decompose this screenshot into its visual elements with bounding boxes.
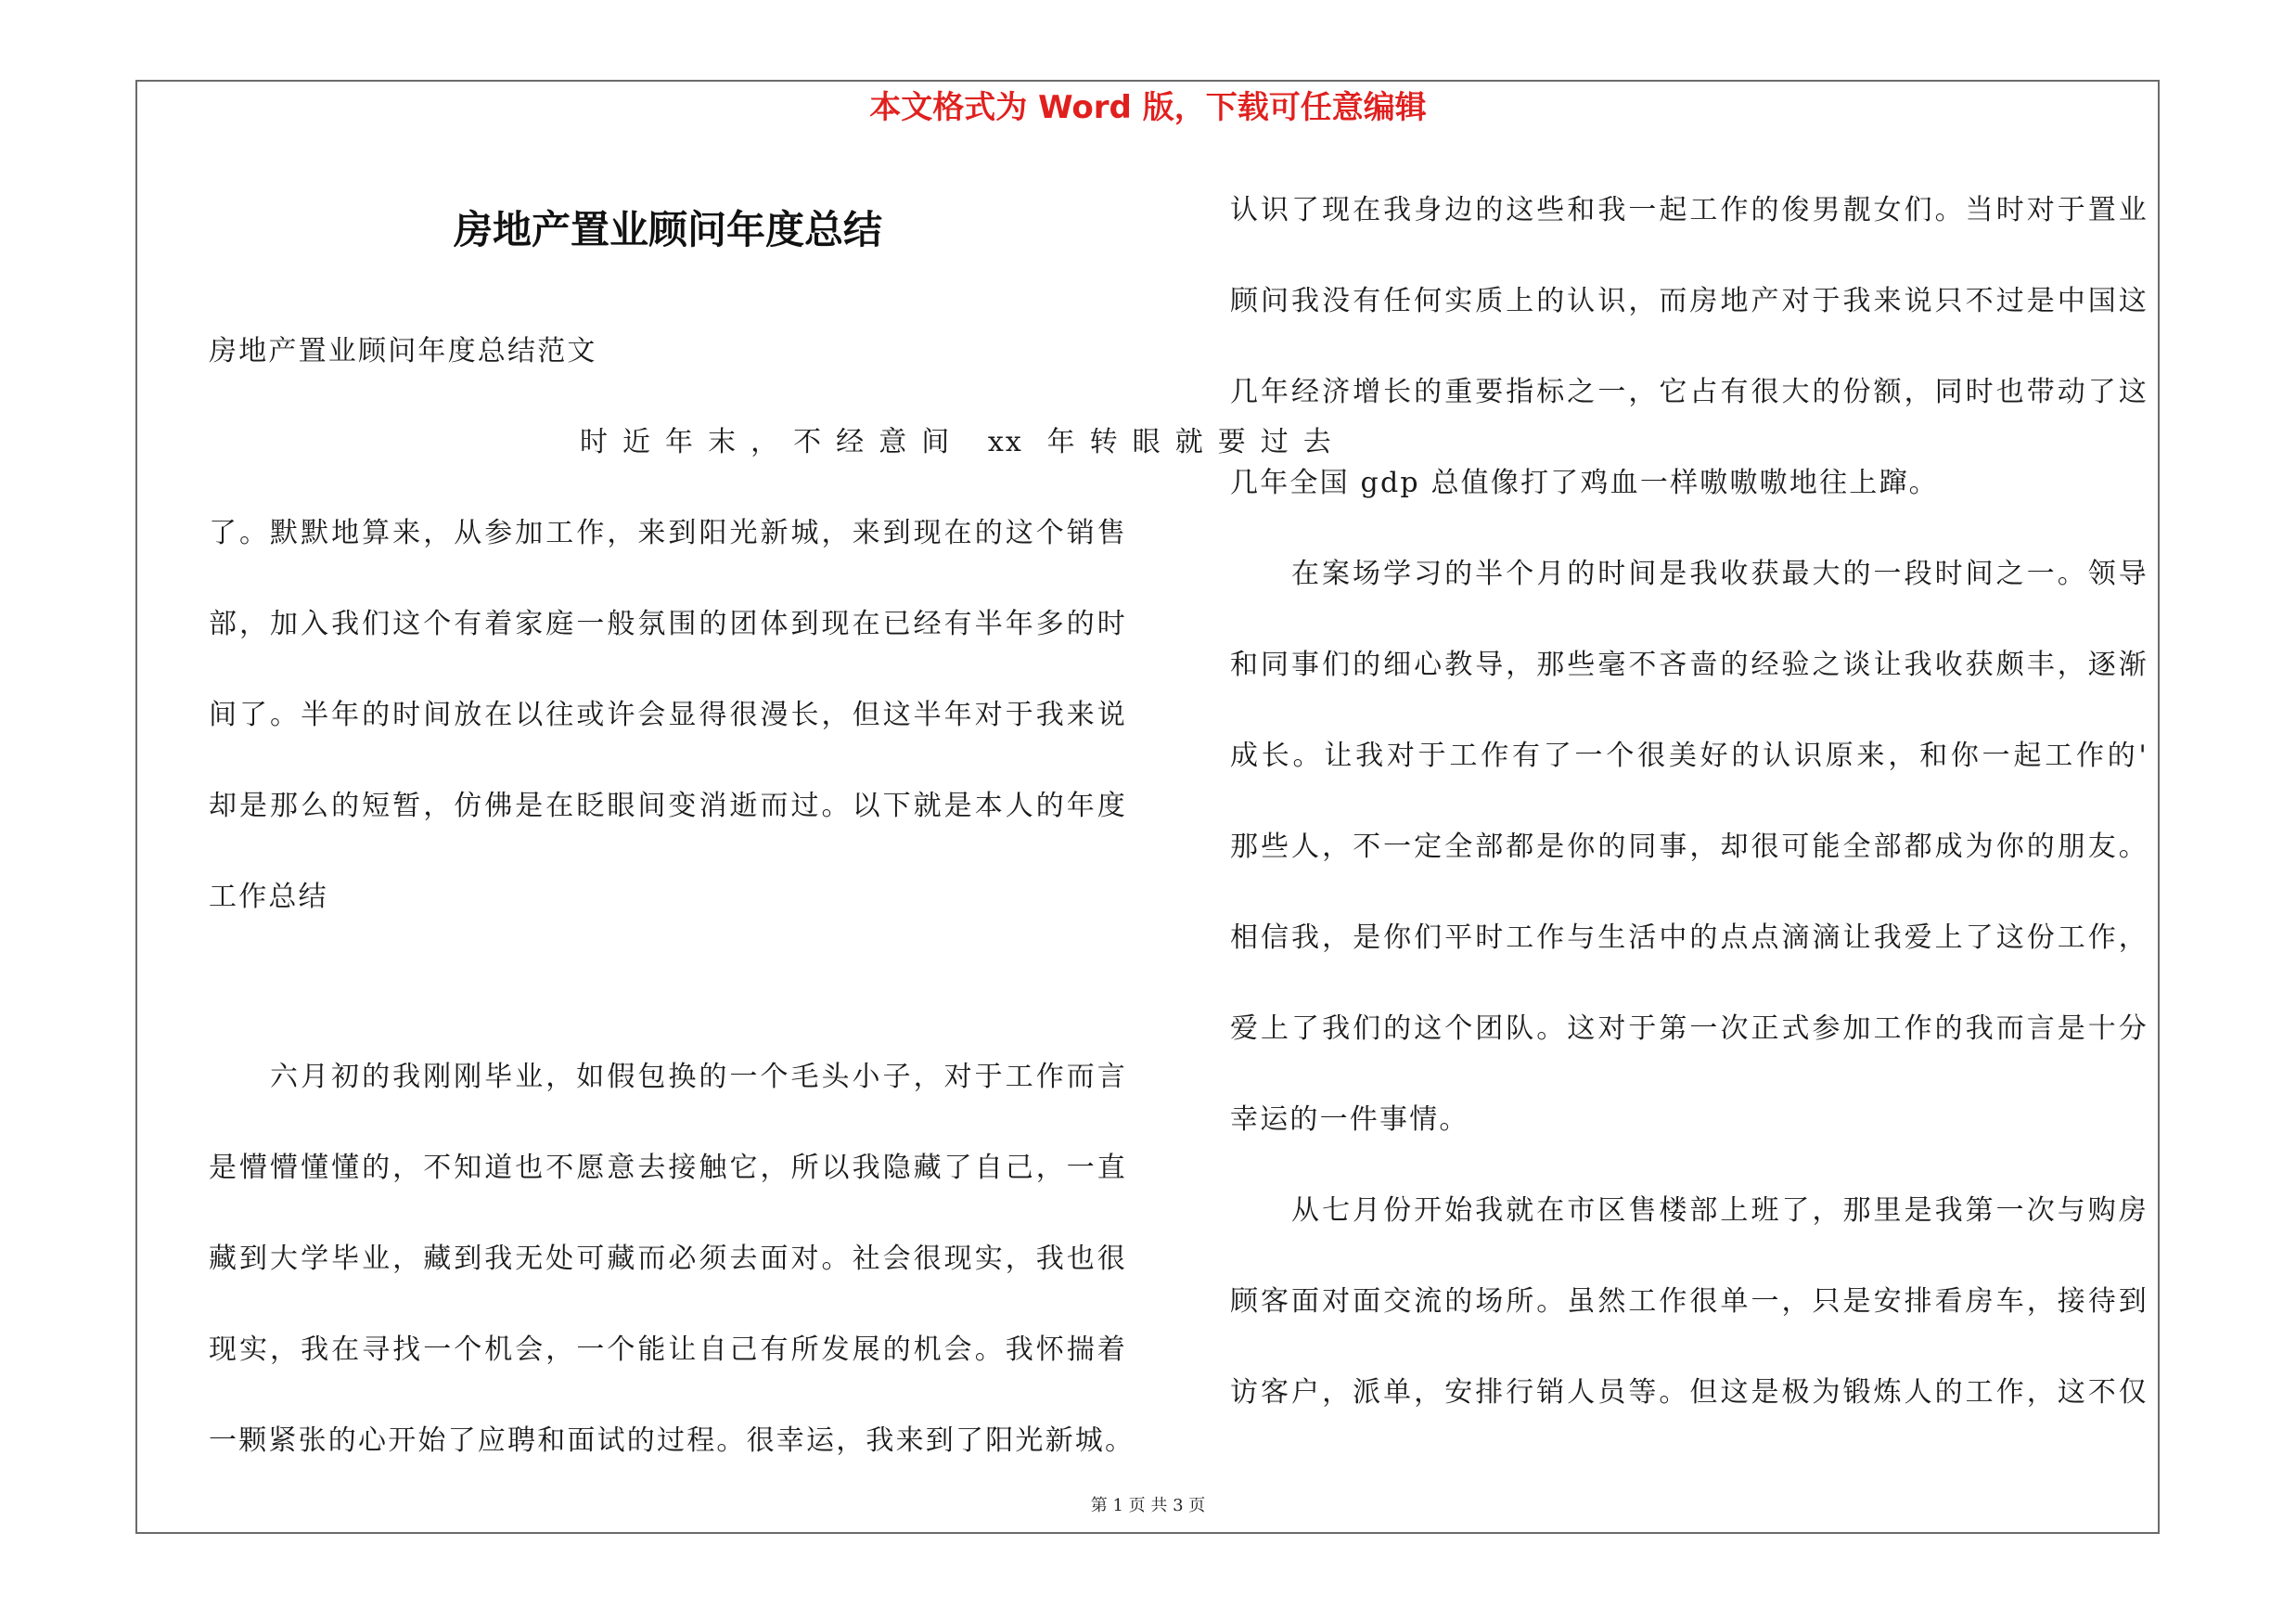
paragraph-line: 顾客面对面交流的场所。虽然工作很单一，只是安排看房车，接待到 — [1230, 1285, 2148, 1318]
paragraph-line: 六月初的我刚刚毕业，如假包换的一个毛头小子，对于工作而言 — [270, 1061, 1127, 1093]
paragraph-line: 了。默默地算来，从参加工作，来到阳光新城，来到现在的这个销售 — [209, 517, 1127, 549]
paragraph-line: 幸运的一件事情。 — [1230, 1103, 1469, 1136]
paragraph-line: 藏到大学毕业，藏到我无处可藏而必须去面对。社会很现实，我也很 — [209, 1243, 1127, 1275]
page-number: 第 1 页 共 3 页 — [1090, 1496, 1206, 1515]
paragraph-line: 那些人，不一定全部都是你的同事，却很可能全部都成为你的朋友。 — [1230, 831, 2148, 863]
paragraph-line: 认识了现在我身边的这些和我一起工作的俊男靓女们。当时对于置业 — [1230, 194, 2148, 226]
paragraph-line: 成长。让我对于工作有了一个很美好的认识原来，和你一起工作的' — [1230, 740, 2148, 772]
paragraph-line: 是懵懵懂懂的，不知道也不愿意去接触它，所以我隐藏了自己，一直 — [209, 1152, 1127, 1184]
paragraph-line: 房地产置业顾问年度总结范文 — [209, 335, 597, 367]
paragraph-line: 工作总结 — [209, 881, 328, 913]
paragraph-line: 相信我，是你们平时工作与生活中的点点滴滴让我爱上了这份工作， — [1230, 921, 2148, 954]
paragraph-line: 和同事们的细心教导，那些毫不吝啬的经验之谈让我收获颇丰，逐渐 — [1230, 649, 2148, 681]
paragraph-line: 几年全国 gdp 总值像打了鸡血一样嗷嗷嗷地往上蹿。 — [1230, 467, 1939, 499]
paragraph-line: 现实，我在寻找一个机会，一个能让自己有所发展的机会。我怀揣着 — [209, 1333, 1127, 1366]
paragraph-line: 间了。半年的时间放在以往或许会显得很漫长，但这半年对于我来说 — [209, 699, 1127, 731]
document-title: 房地产置业顾问年度总结 — [453, 207, 882, 252]
paragraph-line: 一颗紧张的心开始了应聘和面试的过程。很幸运，我来到了阳光新城。 — [209, 1424, 1135, 1457]
paragraph-line: 访客户，派单，安排行销人员等。但这是极为锻炼人的工作，这不仅 — [1230, 1376, 2148, 1409]
paragraph-line: 从七月份开始我就在市区售楼部上班了，那里是我第一次与购房 — [1291, 1194, 2148, 1227]
paragraph-line: 时近年末，不经意间 xx 年转眼就要过去 — [580, 426, 1333, 458]
paragraph-line: 几年经济增长的重要指标之一，它占有很大的份额，同时也带动了这 — [1230, 376, 2148, 408]
format-banner: 本文格式为 Word 版，下载可任意编辑 — [869, 89, 1427, 126]
paragraph-line: 部，加入我们这个有着家庭一般氛围的团体到现在已经有半年多的时 — [209, 608, 1127, 640]
paragraph-line: 在案场学习的半个月的时间是我收获最大的一段时间之一。领导 — [1291, 558, 2148, 590]
paragraph-line: 顾问我没有任何实质上的认识，而房地产对于我来说只不过是中国这 — [1230, 285, 2148, 317]
paragraph-line: 爱上了我们的这个团队。这对于第一次正式参加工作的我而言是十分 — [1230, 1012, 2148, 1045]
paragraph-line: 却是那么的短暂，仿佛是在眨眼间变消逝而过。以下就是本人的年度 — [209, 790, 1127, 822]
